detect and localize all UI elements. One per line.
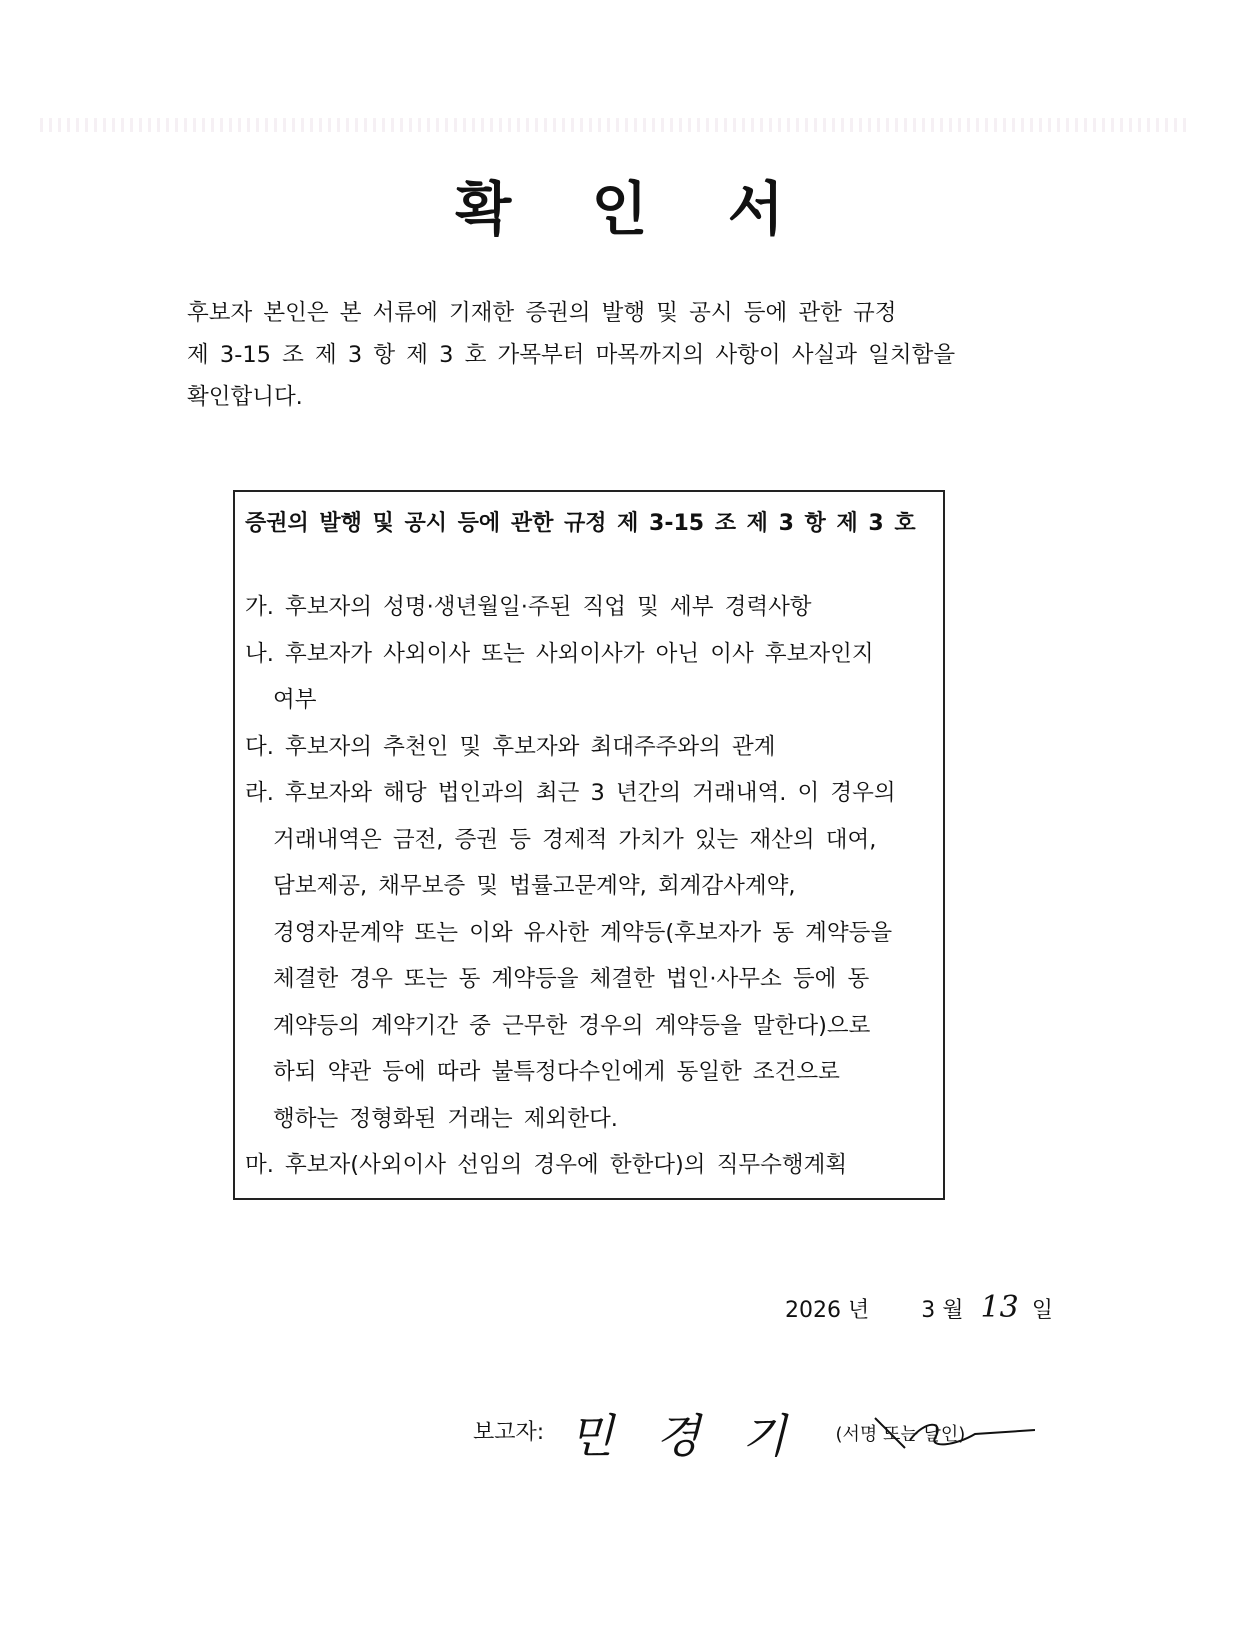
signer-label: 보고자:: [473, 1420, 545, 1445]
regulation-heading: 증권의 발행 및 공시 등에 관한 규정 제 3-15 조 제 3 항 제 3 호: [245, 511, 916, 536]
regulation-item-continuation: 계약등의 계약기간 중 근무한 경우의 계약등을 말한다)으로: [273, 1012, 871, 1039]
handwritten-signature: 민경기: [569, 1409, 829, 1463]
regulation-items: [245, 584, 935, 1189]
scan-artifact-band: [40, 118, 1190, 132]
regulation-item-continuation: 여부: [273, 687, 317, 713]
signer-block: [473, 1400, 965, 1466]
regulation-item-continuation: 체결한 경우 또는 동 계약등을 체결한 법인·사무소 등에 동: [273, 966, 870, 992]
intro-line: 후보자 본인은 본 서류에 기재한 증권의 발행 및 공시 등에 관한 규정: [187, 300, 897, 326]
regulation-item-continuation: 행하는 정형화된 거래는 제외한다.: [273, 1105, 618, 1132]
regulation-item-continuation: 담보제공, 채무보증 및 법률고문계약, 회계감사계약,: [273, 873, 796, 899]
intro-line: 제 3-15 조 제 3 항 제 3 호 가목부터 마목까지의 사항이 사실과 일치함을: [187, 342, 956, 368]
strike-scribble-icon: [835, 1410, 1035, 1460]
signature-note-text: (서명 또는 날인): [835, 1424, 966, 1445]
regulation-item: 다. 후보자의 추천인 및 후보자와 최대주주와의 관계: [245, 733, 776, 760]
regulation-box: [233, 490, 945, 1200]
document-title: 확 인 서: [455, 175, 814, 243]
regulation-item: 가. 후보자의 성명·생년월일·주된 직업 및 세부 경력사항: [245, 594, 812, 620]
regulation-item: 라. 후보자와 해당 법인과의 최근 3 년간의 거래내역. 이 경우의: [245, 780, 896, 806]
date-day-handwritten: 13: [980, 1290, 1019, 1325]
date-day-unit: 일: [1031, 1298, 1053, 1323]
regulation-item-continuation: 하되 약관 등에 따라 불특정다수인에게 동일한 조건으로: [273, 1059, 840, 1085]
document-date: [785, 1290, 1053, 1325]
date-year-unit: 년: [848, 1298, 870, 1323]
intro-line: 확인합니다.: [187, 384, 303, 410]
regulation-item: 나. 후보자가 사외이사 또는 사외이사가 아닌 이사 후보자인지: [245, 640, 874, 667]
date-year: 2026: [785, 1298, 841, 1323]
signature-note: [835, 1420, 965, 1446]
regulation-item-continuation: 경영자문계약 또는 이와 유사한 계약등(후보자가 동 계약등을: [273, 919, 893, 946]
date-month-unit: 월: [942, 1298, 964, 1323]
regulation-item-continuation: 거래내역은 금전, 증권 등 경제적 가치가 있는 재산의 대여,: [273, 826, 877, 853]
date-month: 3: [921, 1298, 936, 1323]
intro-paragraph: [187, 292, 987, 418]
regulation-item: 마. 후보자(사외이사 선임의 경우에 한한다)의 직무수행계획: [245, 1152, 848, 1178]
